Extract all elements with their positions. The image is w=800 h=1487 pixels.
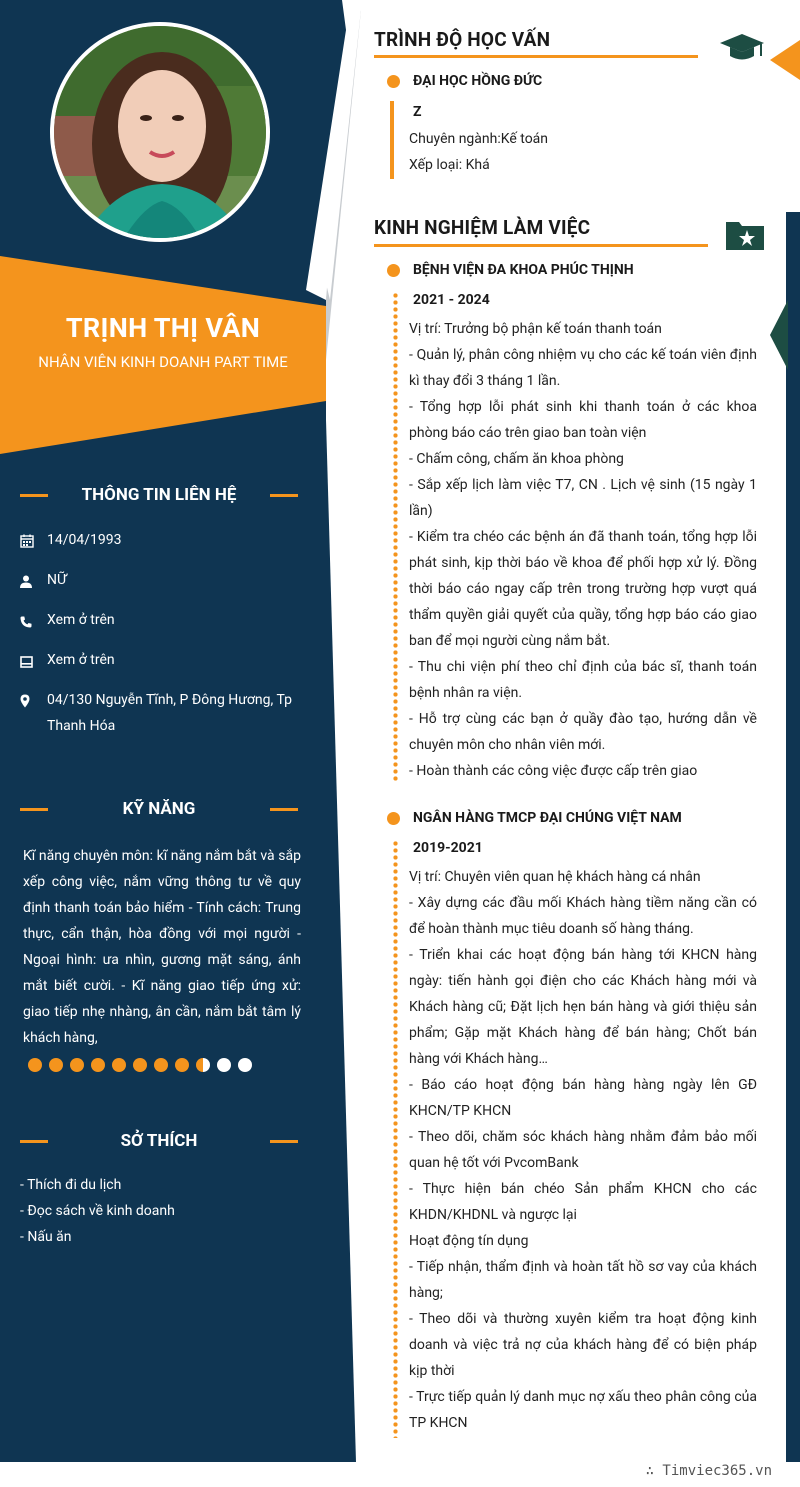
rating-dot <box>91 1058 105 1072</box>
user-icon <box>20 567 47 597</box>
rating-dot <box>217 1058 231 1072</box>
header-dash-left <box>20 808 48 811</box>
major: Chuyên ngành:Kế toán <box>409 131 549 147</box>
education-bar <box>390 101 394 179</box>
briefcase-star-icon <box>725 218 765 255</box>
skills-description: Kĩ năng chuyên môn: kĩ năng nắm bắt và sắp xếp công việc, nắm vững thông tư về quy định thanh toán bảo hiểm - Tính cách: Trung thực, cẩn thận, hòa đồng với mọi người - Ngoại hình: ưa nhìn, gương mặt sáng, ánh mắt biết cười. - Kĩ năng giao tiếp ứng xử: giao tiếp nhẹ nhàng, ân cần, nắm bắt tâm lý khách hàng, <box>23 848 301 1046</box>
contact-value: 04/130 Nguyễn Tĩnh, P Đông Hương, Tp Thanh Hóa <box>47 692 292 734</box>
job-period: 2019-2021 <box>413 840 483 856</box>
rating-dot <box>175 1058 189 1072</box>
skill-rating <box>28 1058 252 1072</box>
header-dash-right <box>270 808 298 811</box>
contact-gender <box>20 567 310 597</box>
rating-dot <box>133 1058 147 1072</box>
candidate-name: TRỊNH THỊ VÂN <box>65 312 261 344</box>
education-tab-marker <box>770 40 800 80</box>
job-description <box>409 316 757 784</box>
job-line: Vị trí: Trưởng bộ phận kế toán thanh toán <box>409 321 662 337</box>
experience-tab-marker <box>770 300 788 370</box>
school-name: ĐẠI HỌC HỒNG ĐỨC <box>413 73 543 89</box>
hobbies-list <box>20 1172 175 1250</box>
contact-phone <box>20 607 310 637</box>
map-pin-icon <box>20 687 47 739</box>
contact-email <box>20 647 310 677</box>
rating-dot <box>49 1058 63 1072</box>
experience-heading: KINH NGHIỆM LÀM VIỆC <box>374 216 591 239</box>
company-name: NGÂN HÀNG TMCP ĐẠI CHÚNG VIỆT NAM <box>413 810 682 826</box>
job-line: - Hoàn thành các công việc được cấp trên giao <box>409 763 698 779</box>
rating-dot <box>154 1058 168 1072</box>
education-heading-underline <box>374 55 698 58</box>
right-edge-strip <box>786 212 800 1462</box>
degree: Z <box>413 104 422 120</box>
job-line: - Theo dõi, chăm sóc khách hàng nhằm đảm bảo mối quan hệ tốt với PvcomBank <box>409 1129 757 1171</box>
job-line: - Chấm công, chấm ăn khoa phòng <box>409 451 624 467</box>
company-name: BỆNH VIỆN ĐA KHOA PHÚC THỊNH <box>413 262 634 278</box>
rating-dot <box>238 1058 252 1072</box>
job-line: - Thực hiện bán chéo Sản phẩm KHCN cho các KHDN/KHDNL và ngược lại <box>409 1181 757 1223</box>
contact-section-header <box>20 485 298 505</box>
experience-heading-underline <box>374 244 708 247</box>
education-bullet <box>387 75 400 88</box>
job-line: - Xây dựng các đầu mối Khách hàng tiềm năng cần có để hoàn thành mục tiêu doanh số hàng tháng. <box>409 895 757 937</box>
contact-dob <box>20 527 310 557</box>
header-dash-left <box>20 494 48 497</box>
job-bullet <box>387 812 400 825</box>
graduation-cap-icon <box>719 32 765 68</box>
contact-address <box>20 687 310 739</box>
skills-section-header <box>20 799 298 819</box>
rating-dot <box>28 1058 42 1072</box>
contact-heading: THÔNG TIN LIÊN HỆ <box>81 485 237 505</box>
avatar <box>54 26 266 238</box>
job-line: Vị trí: Chuyên viên quan hệ khách hàng cá nhân <box>409 869 701 885</box>
job-bullet <box>387 264 400 277</box>
footer-brand[interactable]: ∴ Timviec365.vn <box>645 1463 772 1479</box>
job-period: 2021 - 2024 <box>413 292 490 308</box>
job-timeline <box>393 840 398 1438</box>
job-line: - Thu chi viện phí theo chỉ định của bác sĩ, thanh toán bệnh nhân ra viện. <box>409 659 757 701</box>
job-line: - Hỗ trợ cùng các bạn ở quầy đào tạo, hướng dẫn về chuyên môn cho nhân viên mới. <box>409 711 757 753</box>
candidate-title: NHÂN VIÊN KINH DOANH PART TIME <box>38 353 288 371</box>
hobbies-heading: SỞ THÍCH <box>120 1131 198 1151</box>
contact-value: 14/04/1993 <box>47 532 122 548</box>
hobby-item: - Nấu ăn <box>20 1229 72 1245</box>
job-line: - Tổng hợp lỗi phát sinh khi thanh toán ở các khoa phòng báo cáo trên giao ban toàn viện <box>409 399 757 441</box>
contact-value: NỮ <box>47 572 67 588</box>
rating-dot <box>196 1058 210 1072</box>
education-heading: TRÌNH ĐỘ HỌC VẤN <box>374 28 551 51</box>
job-line: - Trực tiếp quản lý danh mục nợ xấu theo phân công của TP KHCN <box>409 1389 757 1431</box>
email-icon <box>20 647 47 677</box>
job-timeline <box>393 292 398 782</box>
job-line: - Triển khai các hoạt động bán hàng tới KHCN hàng ngày: tiến hành gọi điện cho các Khách hàng mới và Khách hàng cũ; Đặt lịch hẹn bán hàng và giới thiệu sản phẩm; Gặp mặt Khách hàng để bán hàng; Chốt bán hàng với Khách hàng… <box>409 947 757 1067</box>
job-line: - Theo dõi và thường xuyên kiểm tra hoạt động kinh doanh và việc trả nợ của khách hàng để có biện pháp kịp thời <box>409 1311 757 1379</box>
calendar-icon <box>20 527 47 557</box>
job-line: - Kiểm tra chéo các bệnh án đã thanh toán, tổng hợp lỗi phát sinh, kịp thời báo về khoa để phối hợp xử lý. Đồng thời báo cáo ngay cấp trên trong trường hợp vượt quá thẩm quyền giải quyết của quầy, tổng hợp báo cáo giao ban để mọi người cùng nắm bắt. <box>409 529 757 649</box>
contact-value[interactable]: Xem ở trên <box>47 612 115 628</box>
job-line: Hoạt động tín dụng <box>409 1233 529 1249</box>
contact-value[interactable]: Xem ở trên <box>47 652 115 668</box>
header-dash-right <box>270 494 298 497</box>
hobbies-section-header <box>20 1131 298 1151</box>
hobby-item: - Đọc sách về kinh doanh <box>20 1203 175 1219</box>
rating-dot <box>112 1058 126 1072</box>
job-line: - Sắp xếp lịch làm việc T7, CN . Lịch vệ sinh (15 ngày 1 lần) <box>409 477 757 519</box>
grade: Xếp loại: Khá <box>409 157 490 173</box>
job-line: - Quản lý, phân công nhiệm vụ cho các kế toán viên định kì thay đổi 3 tháng 1 lần. <box>409 347 757 389</box>
header-dash-left <box>20 1140 48 1143</box>
job-description <box>409 864 757 1436</box>
job-line: - Báo cáo hoạt động bán hàng hàng ngày lên GĐ KHCN/TP KHCN <box>409 1077 757 1119</box>
rating-dot <box>70 1058 84 1072</box>
phone-icon <box>20 607 47 637</box>
job-line: - Tiếp nhận, thẩm định và hoàn tất hồ sơ vay của khách hàng; <box>409 1259 757 1301</box>
header-dash-right <box>270 1140 298 1143</box>
hobby-item: - Thích đi du lịch <box>20 1177 122 1193</box>
skills-heading: KỸ NĂNG <box>122 799 196 819</box>
